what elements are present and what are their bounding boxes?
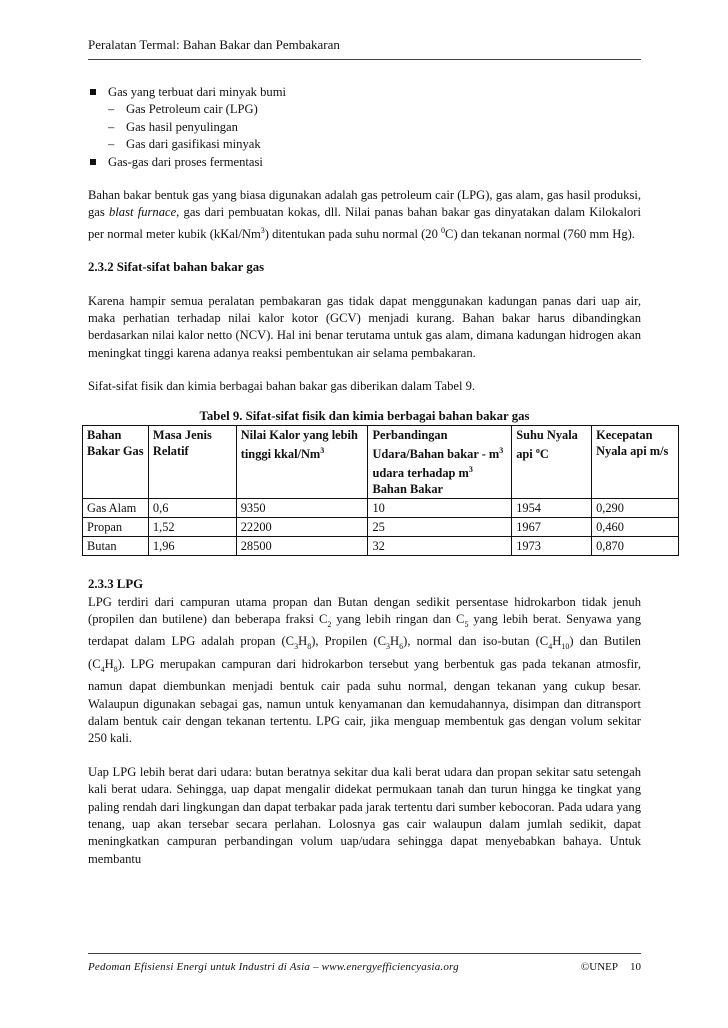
subscript: 4 [548,642,553,652]
table-row [83,499,679,518]
section-heading-2-3-3: 2.3.3 LPG [88,577,144,592]
lpg-paragraph-1: LPG terdiri dari campuran utama propan dan Butan dengan sedikit persentase hidrokarbon tidak jenuh (propilen dan butilene) dan beberapa fraksi $C_2$ yang lebih ringan dan $C_5$ yang lebih berat. Senyawa yang terdapat dalam LPG adalah propan $(C_3H_8)$, Propilen $(C_3H_6)$, normal dan iso-butan $(C_4H_{10})$ dan Butilen $(C_4H_8)$. LPG merupakan campuran dari hidrokarbon tersebut yang berbentuk gas pada tekanan atmosfir, namun dapat diembunkan menjadi bentuk cair pada suhu normal, dengan tekanan yang cukup besar. Walaupun digunakan sebagai gas, namun untuk kenyamanan dan kemudahannya, disimpan dan ditransport dalam bentuk cair dengan tekanan tertentu. LPG cair, jika menguap membentuk gas dengan volum sekitar 250 kali. [88,594,641,746]
intro-italic-term: blast furnace [109,205,177,220]
page-header: Peralatan Termal: Bahan Bakar dan Pembakaran [88,37,340,52]
table-cell: 1954 [512,499,592,518]
column-header-flame-temperature: Suhu Nyala api $^o$C [512,426,592,499]
column-header-air-fuel-ratio: Perbandingan Udara/Bahan bakar - $m^3$ udara terhadap $m^3$ Bahan Bakar [368,426,512,499]
superscript: o [535,446,540,456]
section-heading-2-3-2: 2.3.2 Sifat-sifat bahan bakar gas [88,260,265,275]
table-cell: 25 [368,518,512,537]
table-cell: 0,460 [592,518,679,537]
table-cell: 9350 [236,499,368,518]
table-cell: 1973 [512,537,592,556]
subscript: 4 [100,664,105,674]
table-cell: 1967 [512,518,592,537]
table-cell: 0,870 [592,537,679,556]
page-content [87,84,669,868]
superscript: 0 [441,225,446,235]
subscript: 8 [307,642,312,652]
table-reference-paragraph: Sifat-sifat fisik dan kimia berbagai bahan bakar gas diberikan dalam Tabel 9. [88,379,476,394]
dash-icon: – [108,119,115,134]
column-header-calorific-value: Nilai Kalor yang lebih tinggi kkal/Nm$^3$ [236,426,368,499]
list-item-text: Gas yang terbuat dari minyak bumi [108,85,287,99]
table-cell: 22200 [236,518,368,537]
sub-list [88,101,641,153]
table-cell: 1,96 [148,537,236,556]
footer-source: Pedoman Efisiensi Energi untuk Industri di Asia – www.energyefficiencyasia.org [88,961,459,973]
table-cell: 0,290 [592,499,679,518]
superscript: 3 [320,446,325,456]
superscript: 3 [499,446,504,456]
page-number: 10 [630,961,641,973]
list-item [88,84,641,154]
intro-paragraph [88,187,641,243]
gas-properties-table [82,425,679,556]
table-cell: 28500 [236,537,368,556]
column-header-density: Masa Jenis Relatif [148,426,236,499]
footer-copyright: ©UNEP [580,961,618,973]
sub-list-item-text: Gas hasil penyulingan [126,119,238,134]
table-caption: Tabel 9. Sifat-sifat fisik dan kimia berbagai bahan bakar gas [199,408,530,423]
table-cell: 32 [368,537,512,556]
table-cell: Butan [83,537,149,556]
table-row [83,518,679,537]
subscript: 6 [399,642,404,652]
subscript: 2 [327,619,332,629]
lpg-paragraph-2: Uap LPG lebih berat dari udara: butan beratnya sekitar dua kali berat udara dan propan sekitar satu setengah kali berat udara. Sehingga, uap dapat mengalir didekat permukaan tanah dan turun hingga ke tingkat yang paling rendah dari lingkungan dan dapat terbakar pada jarak tertentu dari sumber kebocoran. Pada udara yang tenang, uap akan tersebar secara perlahan. Lolosnya gas cair walaupun dalam jumlah sedikit, dapat meningkatkan campuran perbandingan volum uap/udara sehingga dapat menyebabkan bahaya. Untuk membantu [88,764,641,866]
sub-list-item [88,136,641,153]
bullet-square-icon [90,159,96,165]
table-cell: 1,52 [148,518,236,537]
header-rule [88,59,641,60]
sub-list-item [88,119,641,136]
sub-list-item [88,101,641,118]
footer-rule [88,953,641,954]
column-header-fuel: Bahan Bakar Gas [83,426,149,499]
table-row [83,537,679,556]
dash-icon: – [108,137,115,152]
subscript: 8 [113,664,118,674]
footer-right [581,961,641,973]
column-header-flame-speed: Kecepatan Nyala api m/s [592,426,679,499]
intro-text-b: , gas dari pembuatan kokas, dll. Nilai panas bahan bakar gas dinyatakan dalam Kilokalori per normal meter kubik (kKal/Nm [88,205,641,241]
table-cell: 0,6 [148,499,236,518]
section-2-3-2-paragraph: Karena hampir semua peralatan pembakaran gas tidak dapat menggunakan kadungan panas dari uap air, maka perhatian terhadap nilai kalor kotor (GCV) menjadi kurang. Bahan bakar harus dibandingkan berdasarkan nilai kalor netto (NCV). Hal ini benar terutama untuk gas alam, dimana kadungan hidrogen akan meningkat tinggi karena adanya reaksi pembentukan air selama pembakaran. [88,293,641,360]
table-cell: Propan [83,518,149,537]
sub-list-item-text: Gas dari gasifikasi minyak [126,137,261,152]
intro-text-d: C) dan tekanan normal (760 mm Hg). [445,226,635,241]
page-footer [88,961,641,973]
intro-text-a: Bahan bakar bentuk gas yang biasa digunakan adalah gas petroleum cair (LPG), gas alam, gas hasil produksi, gas [88,188,641,220]
sub-list-item-text: Gas Petroleum cair (LPG) [126,102,258,117]
table-cell: Gas Alam [83,499,149,518]
dash-icon: – [108,102,115,117]
bullet-square-icon [90,89,96,95]
table-cell: 10 [368,499,512,518]
list-item-text: Gas-gas dari proses fermentasi [108,154,263,169]
superscript: 3 [468,465,473,475]
intro-text-c: ) ditentukan pada suhu normal (20 [264,226,442,241]
superscript: 3 [260,225,265,235]
subscript: 3 [294,642,299,652]
list-item [88,154,641,171]
subscript: 3 [386,642,391,652]
fuel-gas-list [88,84,641,171]
subscript: 10 [561,642,570,652]
subscript: 5 [464,619,469,629]
table-header-row [83,426,679,499]
